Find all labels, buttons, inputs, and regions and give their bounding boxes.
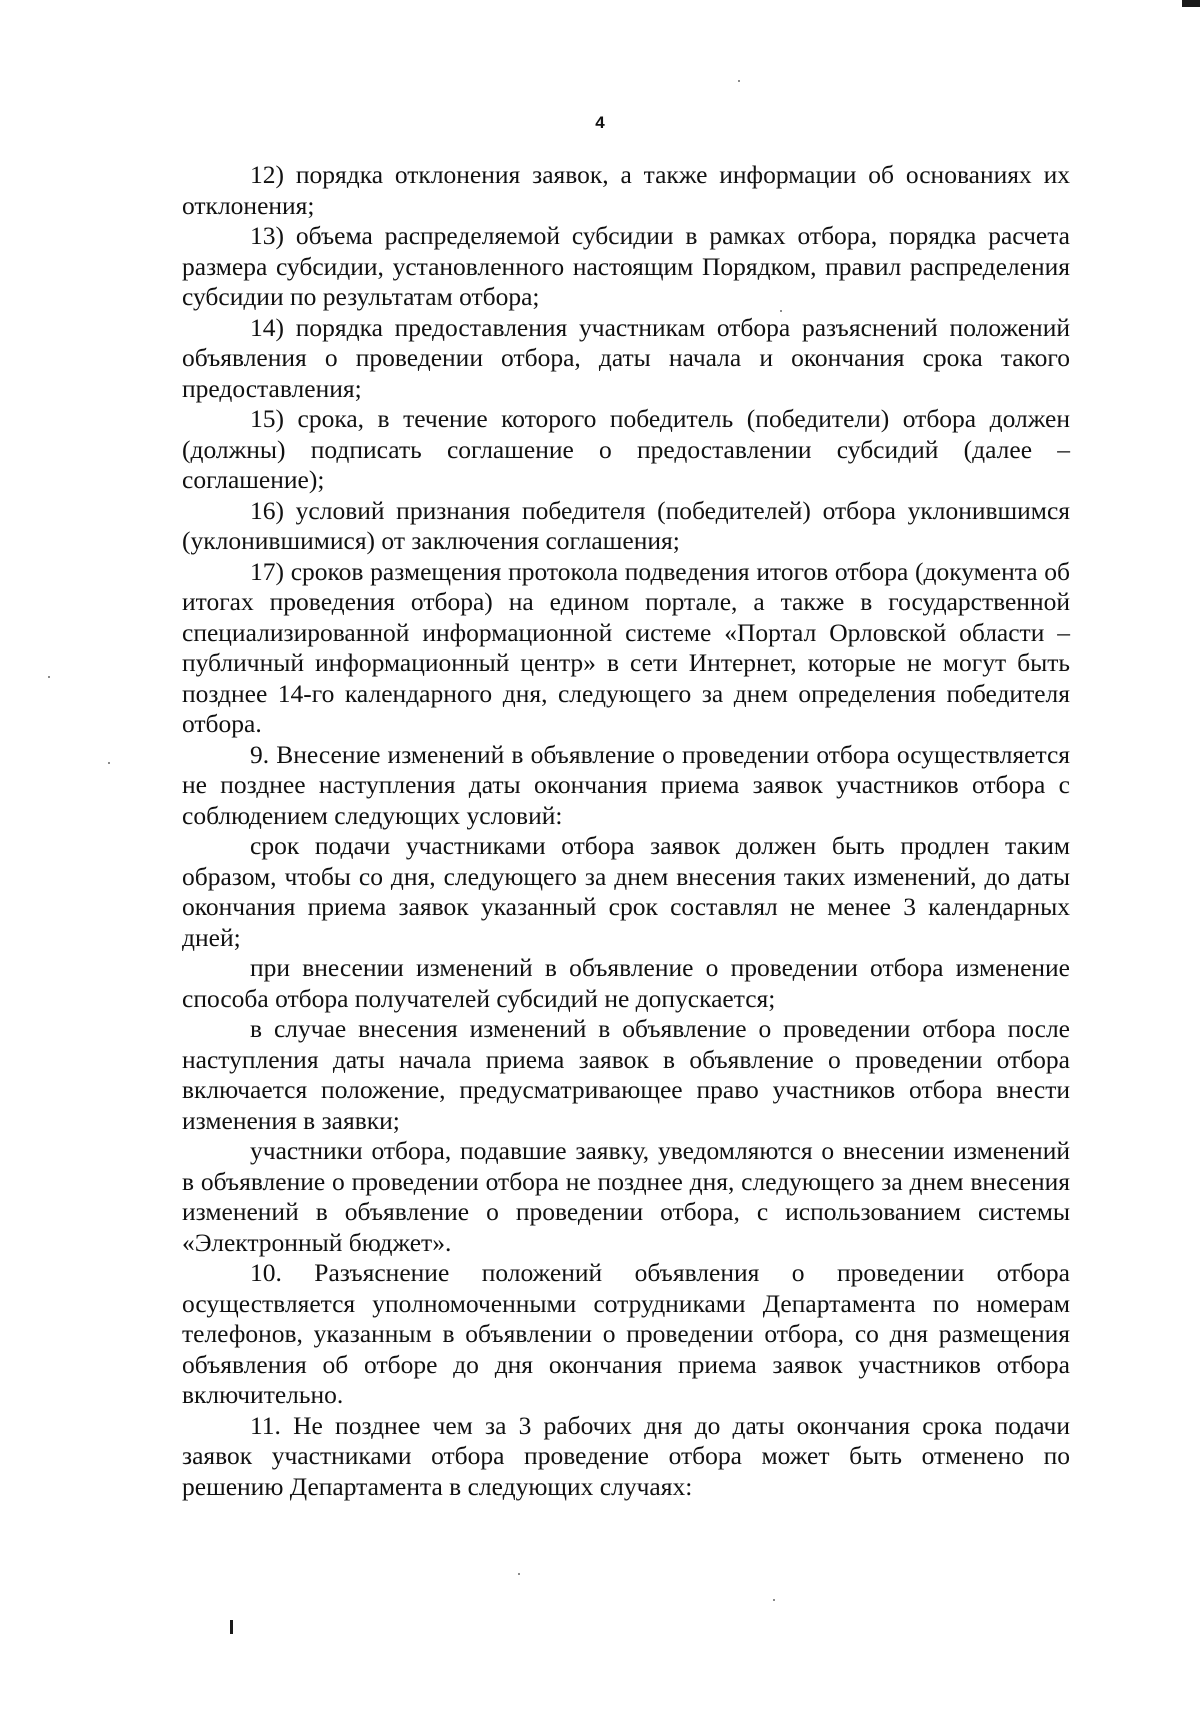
paragraph-condition-deadline: срок подачи участниками отбора заявок должен быть продлен таким образом, чтобы со дня, следующего за днем внесения таких изменений, до даты окончания приема заявок указанный срок составлял не менее 3 календарных дней; <box>182 831 1070 952</box>
scan-dust <box>518 1573 520 1575</box>
scan-dust <box>773 1599 775 1601</box>
paragraph-item-14: 14) порядка предоставления участникам отбора разъяснений положений объявления о проведении отбора, даты начала и окончания срока такого предоставления; <box>182 312 1070 403</box>
paragraph-item-17: 17) сроков размещения протокола подведения итогов отбора (документа об итогах проведения отбора) на едином портале, а также в государственной специализированной информационной системе «Портал Орловской области – публичный информационный центр» в сети Интернет, которые не могут быть позднее 14-го календарного дня, следующего за днем определения победителя отбора. <box>182 556 1070 738</box>
paragraph-condition-amendments: в случае внесения изменений в объявление о проведении отбора после наступления даты начала приема заявок в объявление о проведении отбора включается положение, предусматривающее право участников отбора внести изменения в заявки; <box>182 1014 1070 1135</box>
scan-artifact-mark <box>230 1620 233 1634</box>
scan-dust <box>108 762 110 764</box>
paragraph-section-10: 10. Разъяснение положений объявления о проведении отбора осуществляется уполномоченными сотрудниками Департамента по номерам телефонов, указанным в объявлении о проведении отбора, со дня размещения объявления об отборе до дня окончания приема заявок участников отбора включительно. <box>182 1258 1070 1409</box>
page-number: 4 <box>595 113 605 132</box>
paragraph-item-12: 12) порядка отклонения заявок, а также информации об основаниях их отклонения; <box>182 160 1070 220</box>
scan-dust <box>780 310 782 312</box>
paragraph-section-11: 11. Не позднее чем за 3 рабочих дня до даты окончания срока подачи заявок участниками отбора проведение отбора может быть отменено по решению Департамента в следующих случаях: <box>182 1410 1070 1501</box>
paragraph-section-9: 9. Внесение изменений в объявление о проведении отбора осуществляется не позднее наступления даты окончания приема заявок участников отбора с соблюдением следующих условий: <box>182 739 1070 830</box>
scan-dust <box>48 676 50 678</box>
scan-dust <box>738 80 740 82</box>
paragraph-item-13: 13) объема распределяемой субсидии в рамках отбора, порядка расчета размера субсидии, установленного настоящим Порядком, правил распределения субсидии по результатам отбора; <box>182 221 1070 311</box>
paragraph-condition-method: при внесении изменений в объявление о проведении отбора изменение способа отбора получателей субсидий не допускается; <box>182 953 1070 1013</box>
document-body <box>182 160 1070 1502</box>
paragraph-item-15: 15) срока, в течение которого победитель (победители) отбора должен (должны) подписать соглашение о предоставлении субсидий (далее – соглашение); <box>182 404 1070 494</box>
scan-artifact-mark <box>1182 0 1200 7</box>
paragraph-condition-notification: участники отбора, подавшие заявку, уведомляются о внесении изменений в объявление о проведении отбора не позднее дня, следующего за днем внесения изменений в объявление о проведении отбора, с использованием системы «Электронный бюджет». <box>182 1136 1070 1257</box>
paragraph-item-16: 16) условий признания победителя (победителей) отбора уклонившимся (уклонившимися) от заключения соглашения; <box>182 495 1070 555</box>
